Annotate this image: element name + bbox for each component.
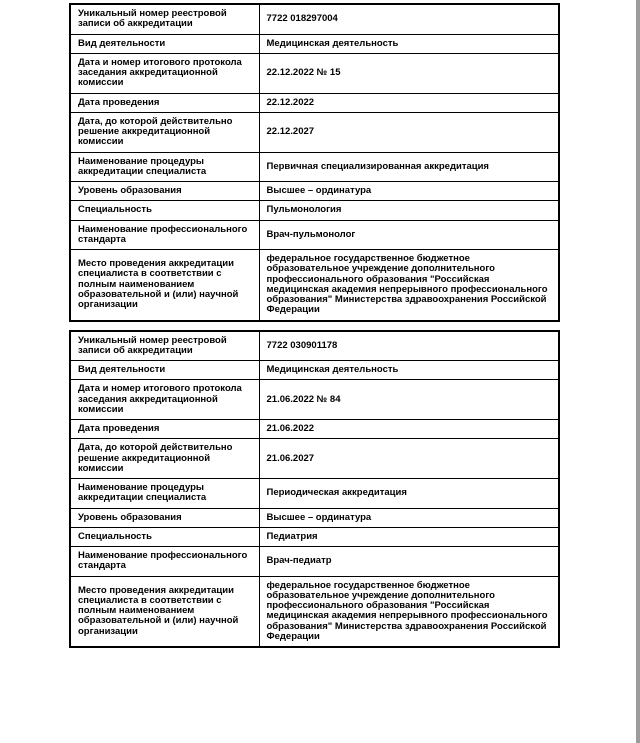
table-row <box>70 527 559 546</box>
row-value: Высшее – ординатура <box>259 182 559 201</box>
row-label: Дата, до которой действительно решение аккредитационной комиссии <box>70 439 259 479</box>
row-value: 22.12.2022 № 15 <box>259 53 559 93</box>
row-label: Наименование профессионального стандарта <box>70 547 259 577</box>
table-row <box>70 420 559 439</box>
row-label: Наименование процедуры аккредитации специалиста <box>70 152 259 182</box>
row-value: 22.12.2027 <box>259 112 559 152</box>
row-label: Уникальный номер реестровой записи об аккредитации <box>70 4 259 34</box>
table-row <box>70 34 559 53</box>
table-row <box>70 220 559 250</box>
row-label: Уровень образования <box>70 182 259 201</box>
row-value: федеральное государственное бюджетное образовательное учреждение дополнительного профессионального образования "Российская медицинская академия непрерывного профессионального образования" Министерства здравоохранения Российской Федерации <box>259 576 559 647</box>
row-value: федеральное государственное бюджетное образовательное учреждение дополнительного профессионального образования "Российская медицинская академия непрерывного профессионального образования" Министерства здравоохранения Российской Федерации <box>259 250 559 321</box>
table-row <box>70 201 559 220</box>
row-label: Специальность <box>70 201 259 220</box>
row-value: 7722 018297004 <box>259 4 559 34</box>
table-row <box>70 361 559 380</box>
row-label: Наименование процедуры аккредитации специалиста <box>70 479 259 509</box>
row-value: 21.06.2022 <box>259 420 559 439</box>
table-row <box>70 53 559 93</box>
row-value: Первичная специализированная аккредитация <box>259 152 559 182</box>
row-value: 22.12.2022 <box>259 93 559 112</box>
row-value: Пульмонология <box>259 201 559 220</box>
row-label: Дата проведения <box>70 93 259 112</box>
row-label: Вид деятельности <box>70 361 259 380</box>
table-row <box>70 182 559 201</box>
accreditation-records <box>69 3 558 656</box>
row-value: Врач-педиатр <box>259 547 559 577</box>
table-row <box>70 479 559 509</box>
row-value: Врач-пульмонолог <box>259 220 559 250</box>
table-row <box>70 439 559 479</box>
row-label: Специальность <box>70 527 259 546</box>
table-row <box>70 331 559 361</box>
row-label: Место проведения аккредитации специалиста в соответствии с полным наименованием образовательной и (или) научной организации <box>70 250 259 321</box>
row-value: Периодическая аккредитация <box>259 479 559 509</box>
row-value: 21.06.2027 <box>259 439 559 479</box>
row-value: 21.06.2022 № 84 <box>259 380 559 420</box>
page-right-edge <box>636 0 640 743</box>
table-row <box>70 250 559 321</box>
table-row <box>70 152 559 182</box>
row-label: Наименование профессионального стандарта <box>70 220 259 250</box>
table-row <box>70 547 559 577</box>
row-label: Дата и номер итогового протокола заседания аккредитационной комиссии <box>70 380 259 420</box>
row-label: Дата проведения <box>70 420 259 439</box>
table-row <box>70 576 559 647</box>
row-value: Медицинская деятельность <box>259 361 559 380</box>
row-value: Медицинская деятельность <box>259 34 559 53</box>
table-row <box>70 508 559 527</box>
accreditation-record-table-2 <box>69 330 560 649</box>
table-row <box>70 93 559 112</box>
table-row <box>70 112 559 152</box>
row-label: Вид деятельности <box>70 34 259 53</box>
table-row <box>70 4 559 34</box>
row-value: Педиатрия <box>259 527 559 546</box>
row-label: Уникальный номер реестровой записи об аккредитации <box>70 331 259 361</box>
row-value: Высшее – ординатура <box>259 508 559 527</box>
row-label: Дата, до которой действительно решение аккредитационной комиссии <box>70 112 259 152</box>
row-label: Уровень образования <box>70 508 259 527</box>
row-label: Дата и номер итогового протокола заседания аккредитационной комиссии <box>70 53 259 93</box>
table-row <box>70 380 559 420</box>
accreditation-record-table-1 <box>69 3 560 322</box>
row-label: Место проведения аккредитации специалиста в соответствии с полным наименованием образовательной и (или) научной организации <box>70 576 259 647</box>
row-value: 7722 030901178 <box>259 331 559 361</box>
